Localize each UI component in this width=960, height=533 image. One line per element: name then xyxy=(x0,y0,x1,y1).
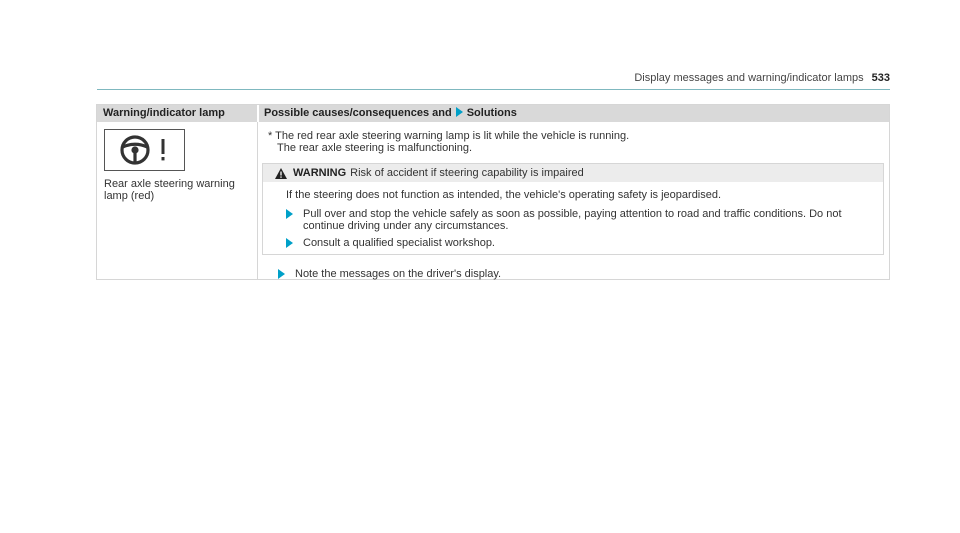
header-rule xyxy=(97,89,890,90)
bullet-text xyxy=(303,208,842,232)
header-text xyxy=(634,72,890,84)
rear-axle-steering-warning-icon xyxy=(105,130,184,170)
column-header-lamp: Warning/indicator lamp xyxy=(103,107,225,119)
column-header-causes xyxy=(264,107,517,119)
warning-label: WARNING xyxy=(293,167,347,179)
arrow-right-icon xyxy=(286,209,293,219)
warning-title xyxy=(293,167,584,179)
page-number: 533 xyxy=(871,72,890,84)
cause-text xyxy=(268,130,629,154)
header-column-divider xyxy=(257,105,259,122)
page-header xyxy=(97,72,890,90)
arrow-right-icon xyxy=(278,269,285,279)
lamp-symbol-box xyxy=(104,129,185,171)
arrow-right-icon xyxy=(456,107,463,117)
bullet-1-line1: Pull over and stop the vehicle safely as soon as possible, paying attention to road and traffic conditions. Do not xyxy=(303,208,842,220)
section-title: Display messages and warning/indicator lamps xyxy=(634,72,864,84)
table-header-row xyxy=(97,105,889,122)
lamp-label-line2: lamp (red) xyxy=(104,190,155,202)
warning-body: If the steering does not function as intended, the vehicle's operating safety is jeopardised. xyxy=(286,189,722,201)
column-header-solutions-text: Solutions xyxy=(466,107,517,119)
warning-triangle-icon xyxy=(275,168,287,179)
column-header-causes-text: Possible causes/consequences and xyxy=(264,107,452,119)
warning-lamp-table xyxy=(96,104,890,280)
lamp-label-line1: Rear axle steering warning xyxy=(104,178,235,190)
warning-title-text: Risk of accident if steering capability is impaired xyxy=(350,167,584,179)
column-divider xyxy=(257,105,258,279)
cause-line1: * The red rear axle steering warning lamp is lit while the vehicle is running. xyxy=(268,130,630,142)
bullet-1-line2: continue driving under any circumstances. xyxy=(303,220,509,232)
cause-line2: The rear axle steering is malfunctioning. xyxy=(277,142,473,154)
arrow-right-icon xyxy=(286,238,293,248)
lamp-label xyxy=(104,178,254,202)
warning-box xyxy=(262,163,884,255)
note-text: Note the messages on the driver's display. xyxy=(295,268,502,280)
warning-header xyxy=(263,164,883,182)
bullet-text: Consult a qualified specialist workshop. xyxy=(303,237,495,249)
